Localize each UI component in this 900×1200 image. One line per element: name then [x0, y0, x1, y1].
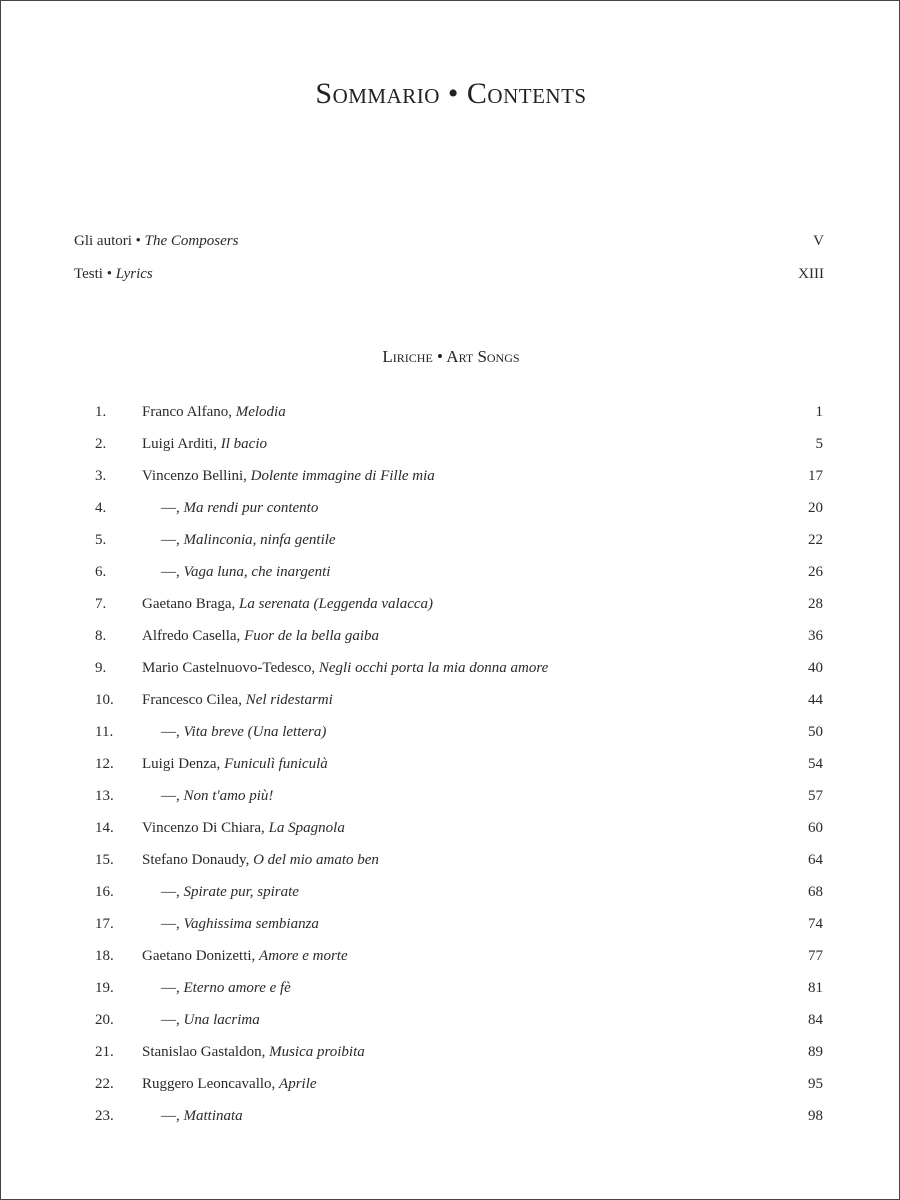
toc-entry-title	[142, 460, 435, 492]
page-title: Sommario • Contents	[315, 77, 587, 110]
toc-entry-work: Vaga luna, che inargenti	[183, 564, 331, 580]
toc-entry-work: Spirate pur, spirate	[183, 884, 299, 900]
toc-entry-title	[161, 780, 273, 812]
toc-entry-number: 6.	[95, 564, 107, 580]
toc-entry-page: 64	[808, 852, 823, 868]
toc-entry-title	[161, 908, 319, 940]
toc-entry	[1, 460, 900, 492]
toc-entry-composer: —,	[161, 1012, 184, 1028]
toc-entry-work: Amore e morte	[259, 948, 348, 964]
toc-entry-work: Eterno amore e fè	[183, 980, 291, 996]
toc-entry-title	[161, 1100, 243, 1132]
front-matter-page: XIII	[798, 266, 824, 282]
toc-entry-page: 54	[808, 756, 823, 772]
toc-entry-page: 40	[808, 660, 823, 676]
toc-entry-number: 18.	[95, 948, 114, 964]
front-matter-separator: •	[131, 233, 145, 249]
toc-entry-number: 17.	[95, 916, 114, 932]
front-matter-row-composers	[74, 233, 824, 250]
toc-entry	[1, 556, 900, 588]
toc-entry	[1, 940, 900, 972]
toc-entry-number: 10.	[95, 692, 114, 708]
toc-entry	[1, 428, 900, 460]
toc-entry	[1, 780, 900, 812]
toc-entry	[1, 716, 900, 748]
toc-entry-work: Ma rendi pur contento	[183, 500, 319, 516]
front-matter-label	[74, 233, 238, 250]
toc-entry-number: 1.	[95, 404, 107, 420]
toc-entry-page: 77	[808, 948, 823, 964]
toc-entry-work: Melodia	[235, 404, 286, 420]
toc-entry-title	[161, 716, 326, 748]
toc-entry-work: Funiculì funiculà	[224, 756, 328, 772]
toc-list	[1, 396, 900, 1132]
toc-entry-work: Il bacio	[220, 436, 267, 452]
toc-entry-number: 4.	[95, 500, 107, 516]
toc-entry-page: 5	[815, 436, 823, 452]
toc-entry	[1, 684, 900, 716]
toc-entry	[1, 524, 900, 556]
toc-entry-page: 60	[808, 820, 823, 836]
toc-entry-composer: Vincenzo Bellini,	[142, 468, 251, 484]
toc-entry-page: 22	[808, 532, 823, 548]
toc-entry-page: 89	[808, 1044, 823, 1060]
toc-entry-work: La serenata (Leggenda valacca)	[239, 596, 434, 612]
toc-entry	[1, 588, 900, 620]
toc-entry-work: Vaghissima sembianza	[183, 916, 319, 932]
front-matter-en-label: Lyrics	[115, 266, 153, 282]
toc-entry-composer: Luigi Arditi,	[142, 436, 221, 452]
toc-entry-page: 74	[808, 916, 823, 932]
toc-entry-composer: —,	[161, 980, 184, 996]
toc-entry-title	[161, 876, 299, 908]
toc-entry-composer: —,	[161, 564, 184, 580]
toc-entry-number: 21.	[95, 1044, 114, 1060]
toc-entry-number: 14.	[95, 820, 114, 836]
toc-entry-title	[142, 428, 267, 460]
toc-entry-page: 68	[808, 884, 823, 900]
toc-entry	[1, 876, 900, 908]
toc-entry-work: La Spagnola	[268, 820, 345, 836]
toc-entry-page: 36	[808, 628, 823, 644]
toc-entry-work: Vita breve (Una lettera)	[183, 724, 327, 740]
toc-entry-work: Musica proibita	[269, 1044, 365, 1060]
toc-entry-page: 84	[808, 1012, 823, 1028]
toc-entry-composer: —,	[161, 788, 184, 804]
toc-entry-composer: Vincenzo Di Chiara,	[142, 820, 269, 836]
toc-entry-number: 20.	[95, 1012, 114, 1028]
toc-entry-page: 50	[808, 724, 823, 740]
toc-entry	[1, 812, 900, 844]
toc-entry-title	[142, 588, 433, 620]
toc-entry-composer: Gaetano Braga,	[142, 596, 240, 612]
toc-entry-title	[161, 492, 318, 524]
toc-entry-title	[161, 972, 291, 1004]
toc-entry-number: 13.	[95, 788, 114, 804]
toc-entry-work: Una lacrima	[183, 1012, 260, 1028]
toc-entry-page: 44	[808, 692, 823, 708]
toc-entry-number: 12.	[95, 756, 114, 772]
toc-entry-work: Aprile	[279, 1076, 317, 1092]
toc-entry-composer: Ruggero Leoncavallo,	[142, 1076, 280, 1092]
toc-entry-work: Fuor de la bella gaiba	[244, 628, 380, 644]
toc-entry-page: 28	[808, 596, 823, 612]
front-matter-page: V	[813, 233, 824, 249]
toc-entry-title	[142, 1068, 317, 1100]
toc-entry-composer: Luigi Denza,	[142, 756, 225, 772]
toc-entry-page: 95	[808, 1076, 823, 1092]
toc-entry-composer: Gaetano Donizetti,	[142, 948, 260, 964]
toc-entry-title	[161, 524, 336, 556]
toc-entry-composer: —,	[161, 916, 184, 932]
front-matter-label	[74, 266, 153, 283]
toc-entry-page: 81	[808, 980, 823, 996]
toc-entry-composer: —,	[161, 1108, 184, 1124]
section-title: Liriche • Art Songs	[382, 347, 520, 366]
toc-entry-title	[142, 396, 286, 428]
toc-entry	[1, 1004, 900, 1036]
toc-entry-number: 23.	[95, 1108, 114, 1124]
front-matter-it-label: Testi	[74, 266, 103, 282]
toc-entry	[1, 1068, 900, 1100]
toc-entry-number: 8.	[95, 628, 107, 644]
toc-entry-number: 22.	[95, 1076, 114, 1092]
toc-entry-page: 20	[808, 500, 823, 516]
toc-entry	[1, 492, 900, 524]
front-matter-separator: •	[102, 266, 116, 282]
toc-entry-number: 3.	[95, 468, 107, 484]
toc-entry	[1, 652, 900, 684]
toc-entry-number: 5.	[95, 532, 107, 548]
toc-entry	[1, 844, 900, 876]
toc-entry-work: Nel ridestarmi	[245, 692, 333, 708]
toc-entry-number: 2.	[95, 436, 107, 452]
toc-entry-work: Malinconia, ninfa gentile	[183, 532, 336, 548]
toc-entry-title	[142, 684, 333, 716]
toc-entry-composer: Alfredo Casella,	[142, 628, 245, 644]
toc-entry-number: 19.	[95, 980, 114, 996]
front-matter-en-label: The Composers	[144, 233, 239, 249]
toc-entry-composer: —,	[161, 724, 184, 740]
toc-entry-composer: Stanislao Gastaldon,	[142, 1044, 270, 1060]
toc-entry-title	[142, 620, 379, 652]
toc-entry-title	[161, 1004, 260, 1036]
toc-entry	[1, 1036, 900, 1068]
toc-entry-work: Non t'amo più!	[183, 788, 274, 804]
toc-entry-work: Negli occhi porta la mia donna amore	[318, 660, 549, 676]
toc-entry-page: 98	[808, 1108, 823, 1124]
toc-entry-number: 16.	[95, 884, 114, 900]
toc-entry-page: 57	[808, 788, 823, 804]
toc-entry-title	[142, 748, 328, 780]
toc-entry-title	[161, 556, 330, 588]
toc-entry-number: 7.	[95, 596, 107, 612]
front-matter-row-lyrics	[74, 266, 824, 283]
toc-entry-composer: —,	[161, 884, 184, 900]
toc-entry-composer: Mario Castelnuovo-Tedesco,	[142, 660, 319, 676]
toc-entry-page: 26	[808, 564, 823, 580]
toc-entry	[1, 748, 900, 780]
toc-entry	[1, 908, 900, 940]
toc-entry	[1, 620, 900, 652]
toc-entry-page: 1	[815, 404, 823, 420]
toc-entry	[1, 972, 900, 1004]
toc-entry-number: 15.	[95, 852, 114, 868]
toc-entry-composer: —,	[161, 532, 184, 548]
toc-entry-number: 11.	[95, 724, 114, 740]
toc-entry-title	[142, 1036, 365, 1068]
toc-entry-title	[142, 812, 345, 844]
toc-entry-composer: Stefano Donaudy,	[142, 852, 254, 868]
toc-entry-work: O del mio amato ben	[253, 852, 379, 868]
toc-entry-title	[142, 844, 379, 876]
toc-entry	[1, 396, 900, 428]
toc-entry-composer: Franco Alfano,	[142, 404, 236, 420]
toc-entry-work: Dolente immagine di Fille mia	[250, 468, 435, 484]
toc-entry-title	[142, 940, 348, 972]
toc-entry-composer: —,	[161, 500, 184, 516]
toc-entry-number: 9.	[95, 660, 107, 676]
toc-entry	[1, 1100, 900, 1132]
toc-entry-title	[142, 652, 548, 684]
toc-entry-composer: Francesco Cilea,	[142, 692, 246, 708]
front-matter-it-label: Gli autori	[74, 233, 132, 249]
toc-entry-page: 17	[808, 468, 823, 484]
toc-entry-work: Mattinata	[183, 1108, 243, 1124]
